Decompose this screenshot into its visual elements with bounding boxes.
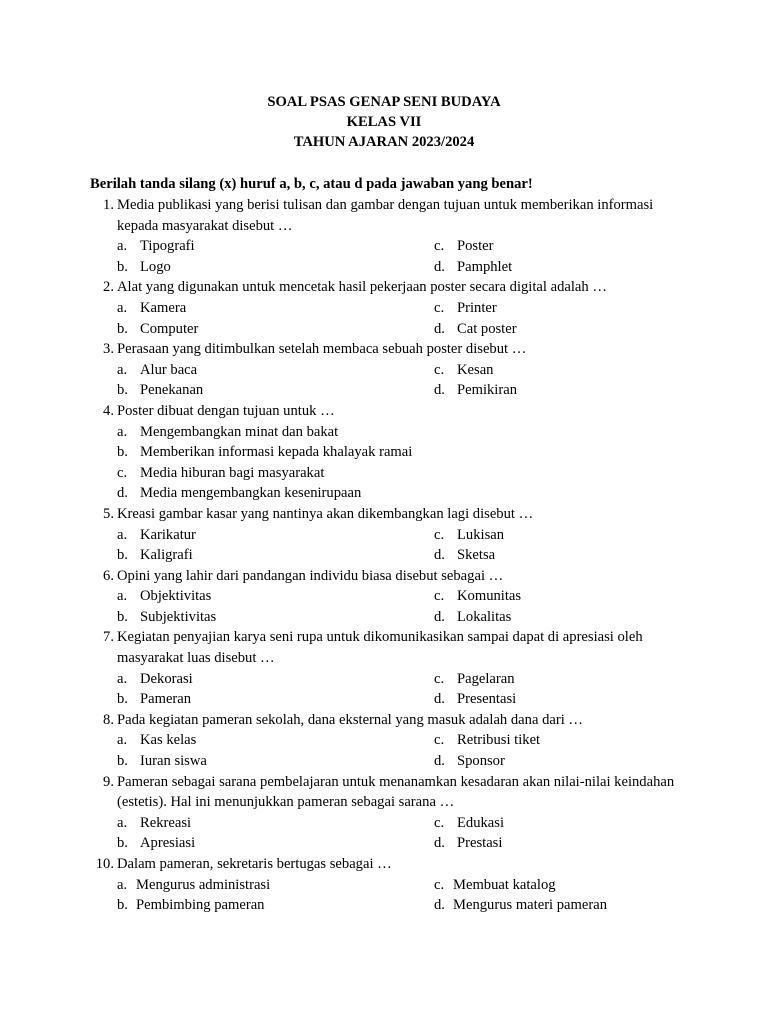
question-line: [90, 627, 690, 668]
answer-option[interactable]: [434, 730, 540, 751]
exam-instruction: Berilah tanda silang (x) huruf a, b, c, atau d pada jawaban yang benar!: [90, 176, 533, 192]
question-text: Poster dibuat dengan tujuan untuk …: [117, 402, 335, 419]
question-line: [90, 401, 690, 422]
question-line: [90, 710, 690, 731]
option-letter: b.: [117, 897, 128, 914]
option-text: Edukasi: [457, 814, 505, 831]
option-letter: b.: [117, 258, 128, 275]
option-text: Kaligrafi: [140, 547, 193, 564]
answer-option[interactable]: [117, 257, 171, 278]
question-5: [90, 504, 690, 566]
option-letter: b.: [117, 320, 128, 337]
option-text: Pagelaran: [457, 670, 515, 687]
answer-option[interactable]: [434, 298, 497, 319]
option-letter: a.: [117, 876, 128, 893]
question-number: 10.: [95, 856, 114, 872]
option-row: [90, 586, 690, 607]
option-letter: d.: [434, 608, 445, 625]
option-letter: c.: [434, 876, 445, 893]
answer-option[interactable]: [434, 833, 502, 854]
option-text: Computer: [140, 320, 199, 337]
option-text: Lukisan: [457, 526, 505, 543]
question-4: [90, 401, 690, 504]
question-number: 5.: [103, 505, 114, 522]
answer-option[interactable]: [117, 751, 207, 772]
answer-option[interactable]: [434, 607, 511, 628]
option-text: Sketsa: [457, 547, 496, 564]
option-text: Apresiasi: [140, 835, 196, 852]
answer-option[interactable]: [117, 422, 338, 443]
answer-option[interactable]: [117, 463, 324, 484]
question-number: 4.: [103, 402, 114, 419]
option-letter: d.: [434, 258, 445, 275]
option-row: [90, 257, 690, 278]
option-text: Dekorasi: [140, 670, 193, 687]
answer-option[interactable]: [434, 895, 607, 916]
option-text: Retribusi tiket: [457, 732, 541, 749]
option-text: Kas kelas: [140, 732, 197, 749]
answer-option[interactable]: [434, 586, 521, 607]
option-letter: d.: [434, 753, 445, 770]
question-text: Opini yang lahir dari pandangan individu biasa disebut sebagai …: [117, 567, 504, 584]
answer-option[interactable]: [117, 689, 191, 710]
question-1: [90, 195, 690, 277]
question-number: 9.: [103, 773, 114, 790]
option-row: [90, 422, 690, 443]
question-line: [90, 772, 690, 813]
answer-option[interactable]: [117, 895, 264, 916]
question-3: [90, 339, 690, 401]
answer-option[interactable]: [117, 813, 191, 834]
answer-option[interactable]: [117, 586, 211, 607]
question-number: 1.: [103, 197, 114, 213]
option-letter: d.: [434, 320, 445, 337]
question-number: 6.: [103, 567, 114, 584]
option-row: [90, 751, 690, 772]
answer-option[interactable]: [434, 545, 495, 566]
answer-option[interactable]: [117, 298, 186, 319]
option-text: Pameran: [140, 691, 192, 708]
option-letter: a.: [117, 814, 128, 831]
question-9: [90, 772, 690, 854]
option-letter: b.: [117, 753, 128, 770]
option-text: Pamphlet: [457, 258, 513, 275]
option-row: [90, 236, 690, 257]
option-text: Alur baca: [140, 361, 198, 378]
question-text: Kegiatan penyajian karya seni rupa untuk dikomunikasikan sampai dapat di apresiasi oleh masyarakat luas disebut …: [117, 629, 643, 667]
option-letter: d.: [434, 835, 445, 852]
option-text: Printer: [457, 299, 497, 316]
answer-options: [90, 875, 690, 916]
exam-header: [0, 92, 768, 152]
option-text: Logo: [140, 258, 171, 275]
answer-option[interactable]: [434, 689, 516, 710]
exam-class: KELAS VII: [346, 114, 422, 130]
option-text: Prestasi: [457, 835, 503, 852]
answer-option[interactable]: [434, 669, 515, 690]
option-text: Iuran siswa: [140, 753, 207, 770]
question-text: Dalam pameran, sekretaris bertugas sebagai …: [117, 856, 392, 872]
option-text: Mengurus administrasi: [136, 876, 271, 893]
option-letter: b.: [117, 444, 128, 461]
option-text: Kesan: [457, 361, 494, 378]
option-row: [90, 483, 690, 504]
option-text: Mengurus materi pameran: [453, 897, 607, 914]
option-text: Komunitas: [457, 588, 522, 605]
option-letter: a.: [117, 670, 128, 687]
question-text: Pada kegiatan pameran sekolah, dana eksternal yang masuk adalah dana dari …: [117, 711, 584, 728]
option-row: [90, 669, 690, 690]
option-letter: c.: [434, 732, 445, 749]
option-text: Cat poster: [457, 320, 517, 337]
question-line: [90, 277, 690, 298]
option-letter: d.: [434, 897, 445, 914]
answer-option[interactable]: [434, 236, 493, 257]
option-row: [90, 463, 690, 484]
option-row: [90, 360, 690, 381]
answer-option[interactable]: [117, 545, 193, 566]
option-row: [90, 525, 690, 546]
question-number: 8.: [103, 711, 114, 728]
option-text: Karikatur: [140, 526, 196, 543]
question-list: [90, 195, 690, 916]
question-line: [90, 504, 690, 525]
option-text: Media hiburan bagi masyarakat: [140, 464, 325, 481]
answer-option[interactable]: [434, 525, 504, 546]
option-letter: c.: [434, 670, 445, 687]
option-row: [90, 545, 690, 566]
answer-option[interactable]: [117, 360, 197, 381]
question-number: 3.: [103, 341, 114, 358]
answer-option[interactable]: [117, 380, 203, 401]
answer-option[interactable]: [434, 319, 517, 340]
option-letter: b.: [117, 835, 128, 852]
option-text: Pembimbing pameran: [136, 897, 265, 914]
question-line: [90, 339, 690, 360]
question-line: [90, 195, 690, 236]
option-letter: d.: [434, 691, 445, 708]
option-letter: a.: [117, 361, 128, 378]
option-text: Presentasi: [457, 691, 517, 708]
option-letter: c.: [434, 238, 445, 255]
question-text: Pameran sebagai sarana pembelajaran untuk menanamkan kesadaran akan nilai-nilai keindahan (estetis). Hal ini menunjukkan pameran sebagai sarana …: [117, 773, 675, 811]
answer-option[interactable]: [117, 442, 412, 463]
question-6: [90, 566, 690, 628]
option-letter: b.: [117, 382, 128, 399]
option-text: Kamera: [140, 299, 187, 316]
answer-option[interactable]: [434, 813, 504, 834]
option-text: Membuat katalog: [453, 876, 556, 893]
option-letter: d.: [434, 382, 445, 399]
answer-option[interactable]: [117, 319, 198, 340]
question-number: 7.: [103, 629, 114, 646]
answer-option[interactable]: [434, 875, 556, 896]
option-letter: b.: [117, 608, 128, 625]
option-text: Penekanan: [140, 382, 204, 399]
answer-options: [90, 586, 690, 627]
answer-option[interactable]: [434, 360, 493, 381]
option-letter: a.: [117, 732, 128, 749]
option-text: Subjektivitas: [140, 608, 217, 625]
answer-options: [90, 669, 690, 710]
option-row: [90, 319, 690, 340]
answer-option[interactable]: [117, 483, 361, 504]
option-letter: c.: [434, 361, 445, 378]
question-line: [90, 854, 690, 875]
question-text: Perasaan yang ditimbulkan setelah membaca sebuah poster disebut …: [117, 341, 527, 358]
option-letter: a.: [117, 526, 128, 543]
option-letter: c.: [117, 464, 128, 481]
answer-options: [90, 236, 690, 277]
option-text: Mengembangkan minat dan bakat: [140, 423, 339, 440]
question-text: Kreasi gambar kasar yang nantinya akan dikembangkan lagi disebut …: [117, 505, 534, 522]
answer-option[interactable]: [117, 669, 193, 690]
option-row: [90, 380, 690, 401]
question-8: [90, 710, 690, 772]
option-letter: a.: [117, 423, 128, 440]
question-10: [90, 854, 690, 916]
option-text: Rekreasi: [140, 814, 192, 831]
option-text: Media mengembangkan kesenirupaan: [140, 485, 362, 502]
answer-options: [90, 730, 690, 771]
option-letter: a.: [117, 299, 128, 316]
answer-options: [90, 422, 690, 504]
option-row: [90, 813, 690, 834]
exam-title: SOAL PSAS GENAP SENI BUDAYA: [267, 94, 501, 110]
option-row: [90, 730, 690, 751]
answer-options: [90, 525, 690, 566]
option-text: Memberikan informasi kepada khalayak ramai: [140, 444, 413, 461]
option-letter: c.: [434, 526, 445, 543]
answer-options: [90, 813, 690, 854]
answer-option[interactable]: [117, 525, 196, 546]
option-row: [90, 442, 690, 463]
option-row: [90, 875, 690, 896]
option-text: Objektivitas: [140, 588, 212, 605]
question-number: 2.: [103, 279, 114, 296]
option-row: [90, 895, 690, 916]
answer-options: [90, 298, 690, 339]
option-letter: c.: [434, 299, 445, 316]
exam-year: TAHUN AJARAN 2023/2024: [293, 134, 475, 150]
question-7: [90, 627, 690, 709]
answer-option[interactable]: [434, 257, 512, 278]
answer-option[interactable]: [434, 380, 517, 401]
question-text: Alat yang digunakan untuk mencetak hasil pekerjaan poster secara digital adalah …: [117, 279, 607, 296]
question-2: [90, 277, 690, 339]
answer-option[interactable]: [117, 875, 270, 896]
answer-option[interactable]: [117, 833, 195, 854]
option-row: [90, 833, 690, 854]
option-letter: b.: [117, 547, 128, 564]
answer-options: [90, 360, 690, 401]
answer-option[interactable]: [117, 607, 216, 628]
option-row: [90, 607, 690, 628]
answer-option[interactable]: [117, 236, 195, 257]
option-letter: d.: [117, 485, 128, 502]
option-letter: c.: [434, 814, 445, 831]
option-letter: c.: [434, 588, 445, 605]
answer-option[interactable]: [434, 751, 505, 772]
option-letter: d.: [434, 547, 445, 564]
option-row: [90, 689, 690, 710]
option-text: Pemikiran: [457, 382, 517, 399]
option-letter: a.: [117, 588, 128, 605]
option-text: Poster: [457, 238, 494, 255]
option-letter: b.: [117, 691, 128, 708]
answer-option[interactable]: [117, 730, 196, 751]
question-text: Media publikasi yang berisi tulisan dan gambar dengan tujuan untuk memberikan informasi kepada masyarakat disebut …: [117, 197, 654, 234]
option-text: Lokalitas: [457, 608, 512, 625]
option-text: Tipografi: [140, 238, 195, 255]
option-letter: a.: [117, 238, 128, 255]
option-row: [90, 298, 690, 319]
question-line: [90, 566, 690, 587]
option-text: Sponsor: [457, 753, 505, 770]
